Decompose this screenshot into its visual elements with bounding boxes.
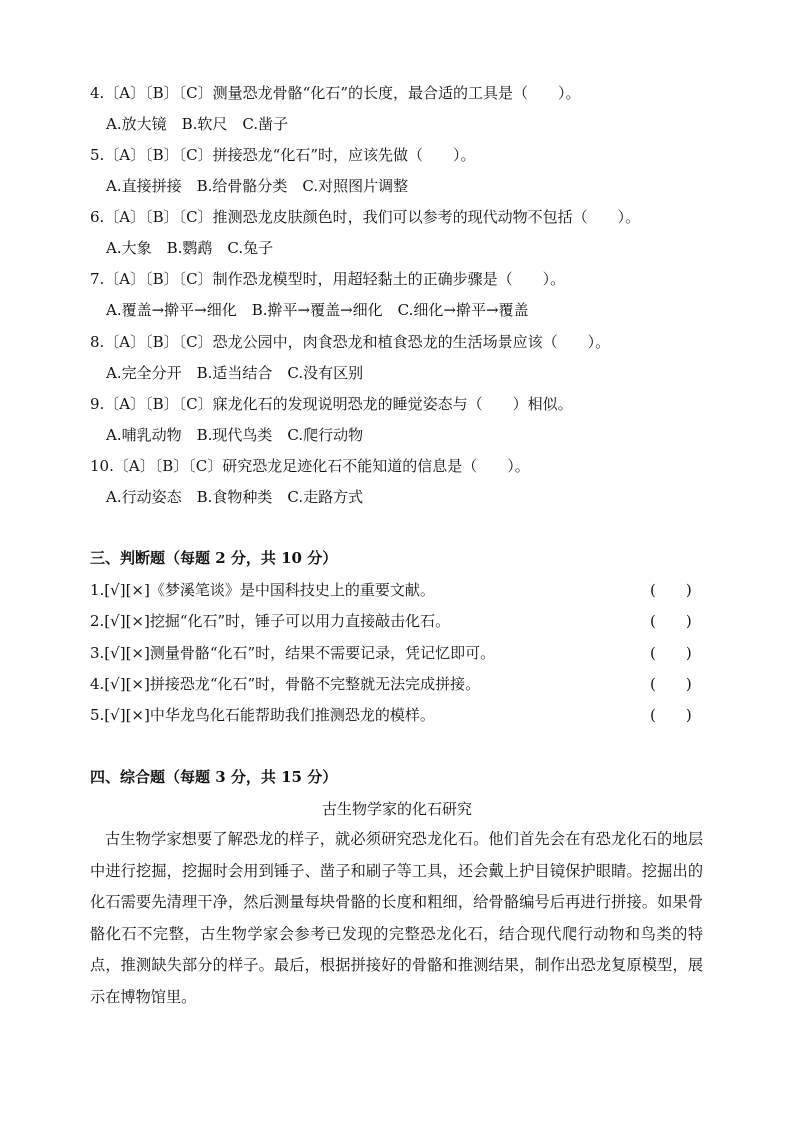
question-9-stem: 9.〔A〕〔B〕〔C〕寐龙化石的发现说明恐龙的睡觉姿态与（ ）相似。	[90, 395, 573, 413]
judge-item	[90, 674, 690, 694]
judge-item	[90, 611, 690, 631]
answer-blank[interactable]: ( )	[650, 644, 692, 662]
answer-blank[interactable]: ( )	[650, 612, 692, 630]
question-7-stem: 7.〔A〕〔B〕〔C〕制作恐龙模型时，用超轻黏土的正确步骤是（ ）。	[90, 270, 566, 288]
answer-blank[interactable]: ( )	[650, 675, 692, 693]
comprehensive-section-heading: 四、综合题（每题 3 分，共 15 分）	[90, 768, 338, 786]
judge-item-text: 3.[√][×]测量骨骼“化石”时，结果不需要记录，凭记忆即可。	[90, 644, 496, 662]
question-7-options: A.覆盖→擀平→细化 B.擀平→覆盖→细化 C.细化→擀平→覆盖	[106, 301, 529, 319]
judge-item-text: 1.[√][×]《梦溪笔谈》是中国科技史上的重要文献。	[90, 581, 435, 599]
question-4-stem: 4.〔A〕〔B〕〔C〕测量恐龙骨骼“化石”的长度，最合适的工具是（ ）。	[90, 84, 581, 102]
question-6-stem: 6.〔A〕〔B〕〔C〕推测恐龙皮肤颜色时，我们可以参考的现代动物不包括（ ）。	[90, 208, 641, 226]
judge-item	[90, 580, 690, 600]
question-4-options: A.放大镜 B.软尺 C.凿子	[106, 115, 289, 133]
judge-item	[90, 643, 690, 663]
question-6-options: A.大象 B.鹦鹉 C.兔子	[106, 239, 274, 257]
judge-item	[90, 705, 690, 725]
question-9-options: A.哺乳动物 B.现代鸟类 C.爬行动物	[106, 426, 364, 444]
passage-paragraph: 古生物学家想要了解恐龙的样子，就必须研究恐龙化石。他们首先会在有恐龙化石的地层中进行挖掘，挖掘时会用到锤子、凿子和刷子等工具，还会戴上护目镜保护眼睛。挖掘出的化石需要先清理干净，然后测量每块骨骼的长度和粗细，给骨骼编号后再进行拼接。如果骨骼化石不完整，古生物学家会参考已发现的完整恐龙化石，结合现代爬行动物和鸟类的特点，推测缺失部分的样子。最后，根据拼接好的骨骼和推测结果，制作出恐龙复原模型，展示在博物馆里。	[90, 830, 703, 1006]
judge-section-heading: 三、判断题（每题 2 分，共 10 分）	[90, 549, 338, 567]
question-8-options: A.完全分开 B.适当结合 C.没有区别	[106, 364, 364, 382]
question-10-stem: 10.〔A〕〔B〕〔C〕研究恐龙足迹化石不能知道的信息是（ ）。	[90, 457, 530, 475]
judge-item-text: 2.[√][×]挖掘“化石”时，锤子可以用力直接敲击化石。	[90, 612, 451, 630]
judge-item-text: 4.[√][×]拼接恐龙“化石”时，骨骼不完整就无法完成拼接。	[90, 675, 481, 693]
question-8-stem: 8.〔A〕〔B〕〔C〕恐龙公园中，肉食恐龙和植食恐龙的生活场景应该（ ）。	[90, 333, 611, 351]
question-10-options: A.行动姿态 B.食物种类 C.走路方式	[106, 488, 364, 506]
question-5-stem: 5.〔A〕〔B〕〔C〕拼接恐龙“化石”时，应该先做（ ）。	[90, 146, 476, 164]
answer-blank[interactable]: ( )	[650, 581, 692, 599]
passage-title: 古生物学家的化石研究	[321, 800, 472, 818]
answer-blank[interactable]: ( )	[650, 706, 692, 724]
judge-item-text: 5.[√][×]中华龙鸟化石能帮助我们推测恐龙的模样。	[90, 706, 435, 724]
question-5-options: A.直接拼接 B.给骨骼分类 C.对照图片调整	[106, 177, 409, 195]
